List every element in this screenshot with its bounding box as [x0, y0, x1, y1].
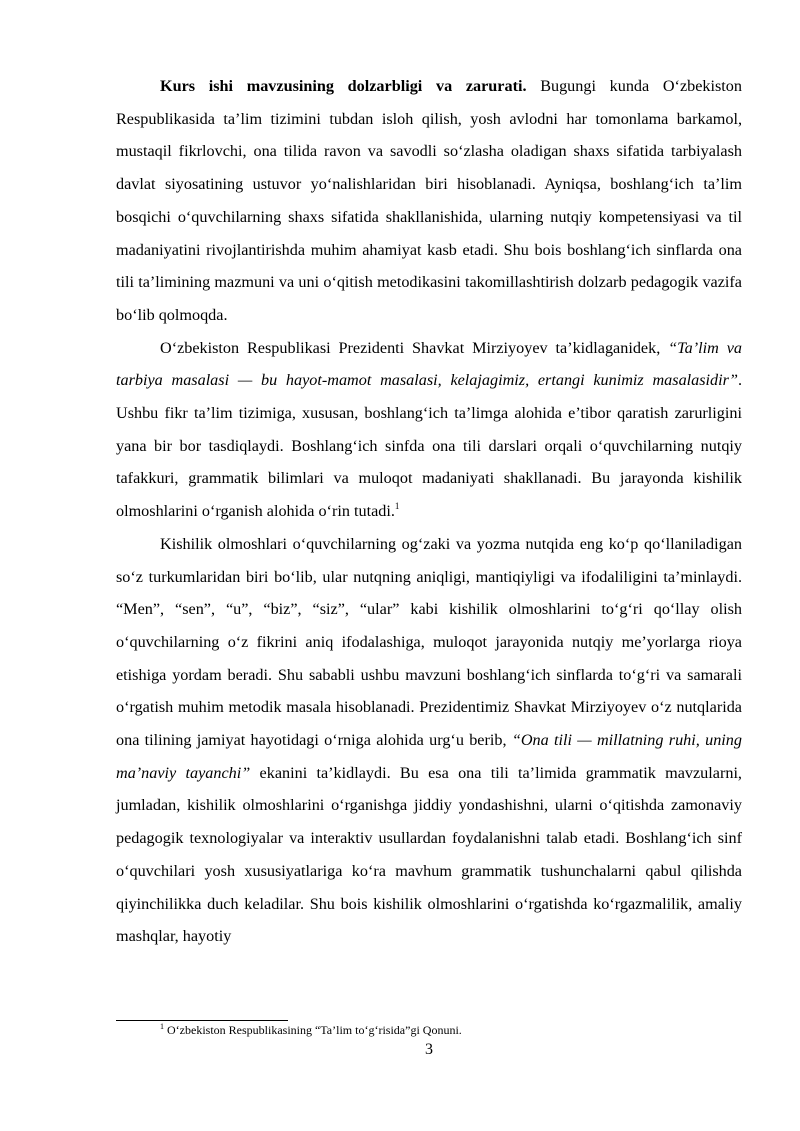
- footnote: [160, 1022, 740, 1038]
- footnote-number: 1: [160, 1022, 164, 1031]
- paragraph-text: Kishilik olmoshlari o‘quvchilarning og‘zaki va yozma nutqida eng ko‘p qo‘llaniladigan so‘z turkumlaridan biri bo‘lib, ular nutqning aniqligi, mantiqiyligi va ifodaliligini ta’minlaydi. “Men”, “sen”, “u”, “biz”, “siz”, “ular” kabi kishilik olmoshlarini to‘g‘ri qo‘llay olish o‘quvchilarning o‘z fikrini aniq ifodalashiga, muloqot jarayonida nutqiy me’yorlarga rioya etishiga yordam beradi. Shu sababli ushbu mavzuni boshlang‘ich sinflarda to‘g‘ri va samarali o‘rgatish muhim metodik masala hisoblanadi. Prezidentimiz Shavkat Mirziyoyev o‘z nutqlarida ona tilining jamiyat hayotidagi o‘rniga alohida urg‘u berib,: [116, 534, 742, 750]
- paragraph-heading: Kurs ishi mavzusining dolzarbligi va zarurati.: [160, 77, 527, 95]
- quote-text: “Ona tili — millatning ruhi, uning ma’naviy tayanchi”: [116, 731, 742, 782]
- paragraph-relevance: [116, 70, 742, 332]
- body-text: [116, 70, 742, 953]
- paragraph-text: . Ushbu fikr ta’lim tizimiga, xususan, boshlang‘ich ta’limga alohida e’tibor qaratish zarurligini yana bir bor tasdiqlaydi. Boshlang‘ich sinfda ona tili darslari orqali o‘quvchilarning nutqiy tafakkuri, grammatik bilimlari va muloqot madaniyati shakllanadi. Bu jarayonda kishilik olmoshlarini o‘rganish alohida o‘rin tutadi.: [116, 371, 742, 521]
- paragraph-text: ekanini ta’kidlaydi. Bu esa ona tili ta’limida grammatik mavzularni, jumladan, kishilik olmoshlarini o‘rganishga jiddiy yondashishni, ularni o‘qitishda zamonaviy pedagogik texnologiyalar va interaktiv usullardan foydalanishni talab etadi. Boshlang‘ich sinf o‘quvchilari yosh xususiyatlariga ko‘ra mavhum grammatik tushunchalarni qabul qilishda qiyinchilikka duch keladilar. Shu bois kishilik olmoshlarini o‘rgatishda ko‘rgazmalilik, amaliy mashqlar, hayotiy: [116, 763, 742, 946]
- page-number: 3: [425, 1041, 433, 1058]
- paragraph-text: Bugungi kunda O‘zbekiston Respublikasida ta’lim tizimini tubdan isloh qilish, yosh avlodni har tomonlama barkamol, mustaqil fikrlovchi, ona tilida ravon va savodli so‘zlasha oladigan shaxs sifatida tarbiyalash davlat siyosatining ustuvor yo‘nalishlaridan biri hisoblanadi. Ayniqsa, boshlang‘ich ta’lim bosqichi o‘quvchilarning shaxs sifatida shakllanishida, ularning nutqiy kompetensiyasi va til madaniyatini rivojlantirishda muhim ahamiyat kasb etadi. Shu bois boshlang‘ich sinflarda ona tili ta’limining mazmuni va uni o‘qitish metodikasini takomillashtirish dolzarb pedagogik vazifa bo‘lib qolmoqda.: [116, 77, 742, 324]
- paragraph-president-quote: [116, 332, 742, 528]
- footnote-text: O‘zbekiston Respublikasining “Ta’lim to‘g‘risida”gi Qonuni.: [164, 1023, 462, 1037]
- paragraph-text: O‘zbekiston Respublikasi Prezidenti Shavkat Mirziyoyev ta’kidlaganidek,: [160, 338, 669, 357]
- footnote-separator: [116, 1020, 288, 1021]
- paragraph-personal-pronouns: [116, 528, 742, 953]
- footnote-reference[interactable]: 1: [394, 501, 400, 512]
- quote-text: “Ta’lim va tarbiya masalasi — bu hayot-mamot masalasi, kelajagimiz, ertangi kunimiz masalasidir”: [116, 338, 742, 390]
